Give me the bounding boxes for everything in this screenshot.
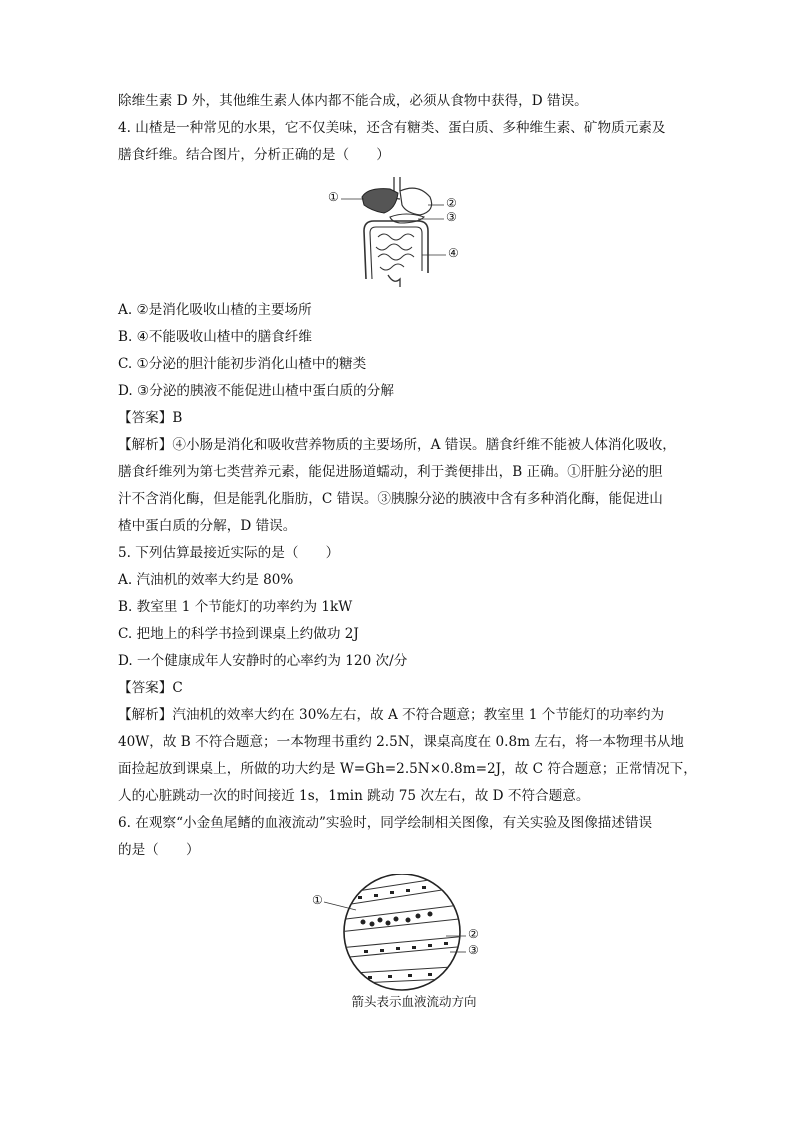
q5-option-c: C. 把地上的科学书捡到课桌上约做功 2J: [118, 626, 359, 642]
label-4: ④: [448, 246, 459, 260]
question-5-stem: 5. 下列估算最接近实际的是（ ）: [118, 545, 340, 561]
q4-answer: 【答案】B: [118, 410, 183, 426]
q4-option-b: B. ④不能吸收山楂中的膳食纤维: [118, 329, 312, 345]
figure-caption: 箭头表示血液流动方向: [351, 994, 477, 1009]
digestive-system-figure: [118, 175, 686, 293]
blood-flow-figure: [118, 874, 686, 1014]
q4-analysis: 汁不含消化酶，但是能乳化脂肪，C 错误。③胰腺分泌的胰液中含有多种消化酶，能促进山: [118, 491, 663, 507]
label-2: ②: [446, 196, 457, 210]
text-line: 除维生素 D 外，其他维生素人体内都不能合成，必须从食物中获得，D 错误。: [118, 93, 588, 109]
q5-analysis: 40W，故 B 不符合题意；一本物理书重约 2.5N，课桌高度在 0.8m 左右，将一本物理书从地: [118, 734, 684, 750]
q4-analysis: 楂中蛋白质的分解，D 错误。: [118, 518, 297, 534]
question-6-stem: 6. 在观察“小金鱼尾鳍的血液流动”实验时，同学绘制相关图像，有关实验及图像描述错误: [118, 815, 653, 831]
q4-analysis: 膳食纤维列为第七类营养元素，能促进肠道蠕动，利于粪便排出，B 正确。①肝脏分泌的胆: [118, 464, 663, 480]
question-4-stem: 4. 山楂是一种常见的水果，它不仅美味，还含有糖类、蛋白质、多种维生素、矿物质元素及: [118, 120, 666, 136]
q4-option-c: C. ①分泌的胆汁能初步消化山楂中的糖类: [118, 356, 367, 372]
label-3: ③: [468, 943, 479, 957]
q5-analysis: 面捡起放到课桌上，所做的功大约是 W=Gh=2.5N×0.8m=2J，故 C 符合题意；正常情况下，: [118, 761, 697, 777]
question-4-stem-cont: 膳食纤维。结合图片，分析正确的是（ ）: [118, 147, 390, 163]
digestive-system-diagram: [118, 175, 686, 293]
q5-option-b: B. 教室里 1 个节能灯的功率约为 1kW: [118, 599, 353, 615]
q4-analysis: 【解析】④小肠是消化和吸收营养物质的主要场所，A 错误。膳食纤维不能被人体消化吸收，: [118, 437, 676, 453]
q4-option-d: D. ③分泌的胰液不能促进山楂中蛋白质的分解: [118, 383, 394, 399]
q5-option-d: D. 一个健康成年人安静时的心率约为 120 次/分: [118, 653, 408, 669]
q5-analysis: 【解析】汽油机的效率大约在 30%左右，故 A 不符合题意；教室里 1 个节能灯的功率约为: [118, 707, 665, 723]
label-1: ①: [312, 893, 323, 907]
label-1: ①: [328, 190, 339, 204]
q5-option-a: A. 汽油机的效率大约是 80%: [118, 572, 294, 588]
q4-option-a: A. ②是消化吸收山楂的主要场所: [118, 302, 312, 318]
q5-answer: 【答案】C: [118, 680, 183, 696]
q5-analysis: 人的心脏跳动一次的时间接近 1s，1min 跳动 75 次左右，故 D 不符合题意。: [118, 788, 590, 804]
label-3: ③: [446, 210, 457, 224]
document-page: [118, 88, 697, 1014]
question-6-stem-cont: 的是（ ）: [118, 842, 200, 858]
label-2: ②: [468, 927, 479, 941]
blood-flow-diagram: [118, 874, 686, 992]
